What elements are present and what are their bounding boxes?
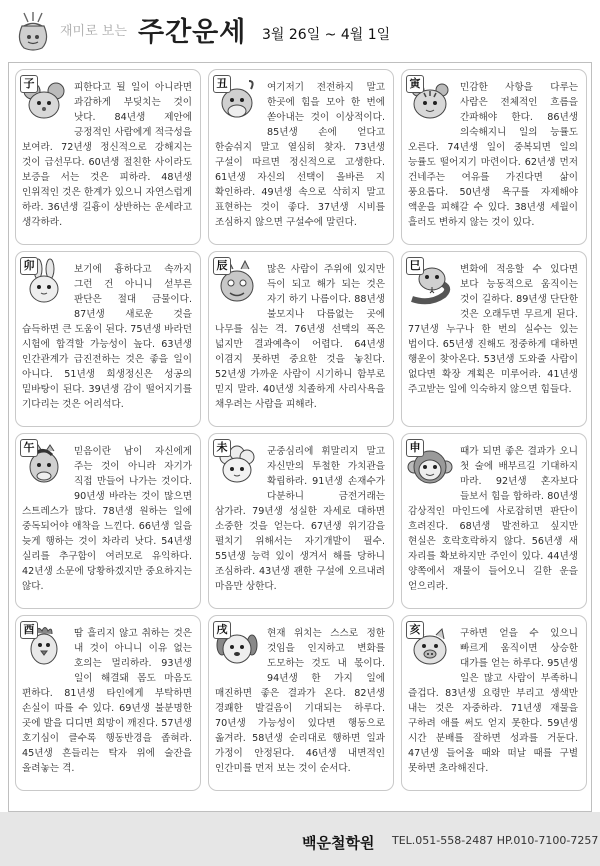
- fortune-text: 땀 흘리지 않고 취하는 것은 내 것이 아니니 이유 없는 호의는 멀리하라. 93년생 일이 해결돼 몸도 마음도 편하다. 81년생 타인에게 부탁하면 손실이 따를 수 있다. 69년생 불분명한 곳에 발을 디디면 희망이 깨진다. 57년생 호기심이 클수록 행동반경을 좁혀라. 45년생 흔들리는 탁자 위에 술잔을 올려놓는 격.: [22, 628, 192, 774]
- hanja-label: 寅: [406, 75, 424, 93]
- hanja-label: 未: [213, 439, 231, 457]
- fortune-card-rabbit: [15, 251, 201, 427]
- fortune-card-ox: [208, 69, 394, 245]
- hanja-label: 卯: [20, 257, 38, 275]
- fortune-text: 구하면 얻을 수 있으니 빠르게 움직이면 상승한 대가를 얻는 하루다. 95년생 일은 많고 사람이 부족하니 즐겁다. 83년생 요령만 부리고 생색만 내는 것은 자중하라. 71년생 재물을 구하려 애를 써도 얻지 못한다. 59년생 시간 분배를 잘하면 성과를 거둔다. 47년생 들어올 때와 떠날 때를 구별 못하면 초라해진다.: [408, 628, 578, 774]
- fortune-text: 때가 되면 좋은 결과가 오니 첫 술에 배부르길 기대하지 마라. 92년생 혼자보다 들보서 힘을 합하라. 80년생 감상적인 마인드에 사로잡히면 판단이 흐려진다. 68년생 발전하고 싶지만 현실은 호락호락하지 않다. 56년생 새 자리를 확보하지만 주인이 있다. 44년생 양쪽에서 재물이 들어오니 길한 운을 얻으리라.: [408, 446, 578, 592]
- dragon-icon: [211, 257, 263, 309]
- footer-contact: TEL.051-558-2487 HP.010-7100-7257: [392, 834, 599, 847]
- fortune-text: 변화에 적응할 수 있다면 보다 능동적으로 움직이는 것이 길하다. 89년생 단단한 것은 오래두면 무르게 된다. 77년생 누구나 한 번의 실수는 있는 법이다. 65년생 진해도 정중하게 대하면 행운이 찾아온다. 53년생 도와줄 사람이 없다면 확장 계획은 미루어라. 41년생 주고받는 일에 익숙하지 않으면 힘들다.: [408, 264, 578, 395]
- hanja-label: 酉: [20, 621, 38, 639]
- fortune-text: 피한다고 될 일이 아니라면 과감하게 부딪치는 것이 낫다. 84년생 제안에 긍정적인 사람에게 적극성을 보여라. 72년생 정신적으로 강해지는 것이 급선무다. 60년생 절친한 사이라도 보증을 서는 것은 피하라. 48년생 인위적인 것은 한계가 있으니 자연스럽게 하라. 36년생 길흉이 상반하는 운세라고 생각하라.: [22, 82, 192, 228]
- fortune-card-rat: [15, 69, 201, 245]
- fortune-card-snake: [401, 251, 587, 427]
- fortune-text: 민감한 사항을 다루는 사람은 전체적인 흐름을 간파해야 한다. 86년생 의숙해지니 일의 능률도 오른다. 74년생 일이 중복되면 일의 능률도 떨어지기 마련이다. 62년생 먼저 건네주는 여유를 가진다면 삶이 풍요롭다. 50년생 욕구를 자제해야 액운을 피해갈 수 있다. 38년생 세월이 흘러도 변하지 않는 것이 있다.: [408, 82, 578, 228]
- fortune-text: 많은 사람이 주위에 있지만 득이 되고 해가 되는 것은 자기 하기 나름이다. 88년생 불모지나 다름없는 곳에 나무를 심는 격. 76년생 선택의 폭은 넓지만 결과예측이 어렵다. 64년생 이겸지 못하면 중요한 것을 놓친다. 52년생 가까운 사람이 시기하니 함부로 믿지 말라. 40년생 치졸하게 사리사욕을 채우려는 사람을 피해라.: [215, 264, 385, 410]
- fortune-card-dragon: [208, 251, 394, 427]
- hanja-label: 辰: [213, 257, 231, 275]
- rabbit-icon: [18, 257, 70, 309]
- fortune-card-pig: [401, 615, 587, 791]
- fortune-card-horse: [15, 433, 201, 609]
- hanja-label: 巳: [406, 257, 424, 275]
- fortune-card-rooster: [15, 615, 201, 791]
- hanja-label: 戌: [213, 621, 231, 639]
- rat-icon: [18, 75, 70, 127]
- footer-name: 백운철학원: [302, 834, 375, 852]
- hanja-label: 申: [406, 439, 424, 457]
- header-subtitle: 재미로 보는: [60, 24, 127, 39]
- fortune-text: 보기에 흉하다고 속까지 그런 건 아니니 섣부른 판단은 절대 금물이다. 87년생 새로운 것을 습득하면 큰 도움이 된다. 75년생 바라던 시험에 합격할 가능성이 높다. 63년생 인간관계가 급진전하는 것은 좋을 일이 아니다. 51년생 희생정신은 성공의 밑바탕이 된다. 39년생 감이 떨어지기를 기다리는 것은 어리석다.: [22, 264, 192, 410]
- fortune-card-tiger: [401, 69, 587, 245]
- tiger-icon: [404, 75, 456, 127]
- page-title: 주간운세: [138, 17, 247, 48]
- hanja-label: 子: [20, 75, 38, 93]
- footer: [0, 812, 600, 866]
- pig-icon: [404, 621, 456, 673]
- fortune-card-dog: [208, 615, 394, 791]
- fortune-text: 여기저기 전전하지 말고 한곳에 힘을 모아 한 번에 쏟아내는 것이 이상적이다. 85년생 손에 얻다고 한숨쉬지 말고 열심히 찾자. 73년생 구설이 따르면 정신적으로 고생한다. 61년생 자신의 선택이 올바른 지 확인하라. 49년생 속으로 삭히지 말고 표현하는 것이 좋다. 37년생 시비를 조심하지 않으면 구설수에 말린다.: [215, 82, 385, 228]
- snake-icon: [404, 257, 456, 309]
- horse-icon: [18, 439, 70, 491]
- rooster-icon: [18, 621, 70, 673]
- sheep-icon: [211, 439, 263, 491]
- hanja-label: 亥: [406, 621, 424, 639]
- fortune-card-sheep: [208, 433, 394, 609]
- hanja-label: 午: [20, 439, 38, 457]
- date-range: 3월 26일 ~ 4월 1일: [262, 27, 391, 43]
- header: [0, 0, 600, 62]
- fortune-grid: [8, 62, 592, 812]
- fortune-text: 현재 위치는 스스로 정한 것임을 인지하고 변화를 도모하는 것도 내 몫이다. 94년생 한 가지 일에 매진하면 좋은 결과가 온다. 82년생 경쾌한 발걸음이 기대되는 하루다. 70년생 가능성이 있다면 행동으로 옮겨라. 58년생 순리대로 행하면 일과 가정이 안정된다. 46년생 내면적인 인간미를 먼저 보는 것이 순서다.: [215, 628, 385, 774]
- monkey-icon: [404, 439, 456, 491]
- fortune-text: 군중심리에 휘말리지 말고 자신만의 투철한 가치관을 확립하라. 91년생 손재수가 다분하니 금전거래는 삼가라. 79년생 성실한 자세로 대하면 소중한 것을 얻는다. 67년생 위기감을 펼치기 위해서는 자기개발이 필수. 55년생 능력 있이 생겨서 해를 당하니 조심하라. 43년생 괜한 구설에 오르내려 마음만 상한다.: [215, 446, 385, 592]
- dog-icon: [211, 621, 263, 673]
- hanja-label: 丑: [213, 75, 231, 93]
- fortune-pouch-icon: [14, 10, 52, 52]
- ox-icon: [211, 75, 263, 127]
- fortune-card-monkey: [401, 433, 587, 609]
- fortune-text: 믿음이란 남이 자신에게 주는 것이 아니라 자기가 직접 만들어 나가는 것이다. 90년생 바라는 것이 많으면 스트레스가 많다. 78년생 원하는 일에 중독되어야 애착을 느낀다. 66년생 일을 늦게 행하는 것이 차라리 낫다. 54년생 실리를 추구함이 여러모로 유익하다. 42년생 소문에 당황하겠지만 중요하지는 않다.: [22, 446, 192, 592]
